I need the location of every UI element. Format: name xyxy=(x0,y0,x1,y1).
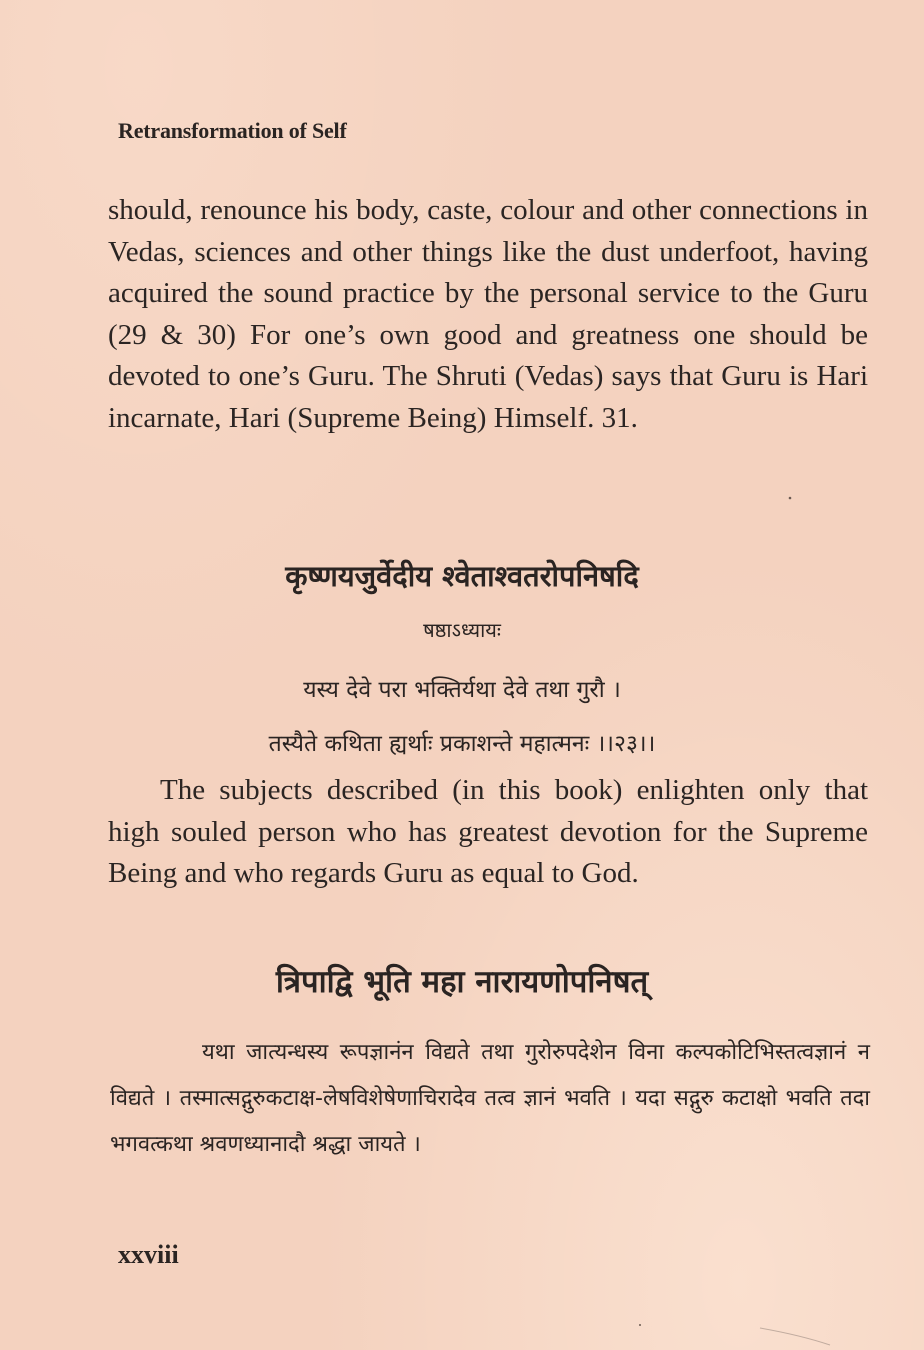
page-number: xxviii xyxy=(118,1240,179,1269)
verse-line-2: तस्यैते कथिता ह्यर्थाः प्रकाशन्ते महात्मनः ।।२३।। xyxy=(268,731,656,757)
english-paragraph-2: The subjects described (in this book) enlighten only that high souled person who has greatest devotion for the Supreme Being and who regards Guru as equal to God. xyxy=(108,774,868,889)
english-paragraph-1: should, renounce his body, caste, colour and other connections in Vedas, sciences and other things like the dust underfoot, having acquired the sound practice by the personal service to the Guru (29 & 30) For one’s own good and greatness one should be devoted to one’s Guru. The Shruti (Vedas) says that Guru is Hari incarnate, Hari (Supreme Being) Himself. 31. xyxy=(108,194,868,434)
section-2-title: त्रिपाद्वि भूति महा नारायणोपनिषत् xyxy=(275,964,649,1000)
section-1-title: कृष्णयजुर्वेदीय श्वेताश्वतरोपनिषदि xyxy=(285,559,639,593)
section-1-subtitle: षष्ठाऽध्यायः xyxy=(423,618,501,642)
verse-line-1: यस्य देवे परा भक्तिर्यथा देवे तथा गुरौ । xyxy=(303,677,621,703)
sanskrit-paragraph: यथा जात्यन्धस्य रूपज्ञानंन विद्यते तथा गुरोरुपदेशेन विना कल्पकोटिभिस्तत्वज्ञानं न विद्यते । तस्मात्सद्गुरुकटाक्ष-लेषविशेषेणाचिरादेव तत्व ज्ञानं भवति । यदा सद्गुरु कटाक्षो भवति तदा भगवत्कथा श्रवणध्यानादौ श्रद्धा जायते । xyxy=(110,1040,870,1157)
running-header: Retransformation of Self xyxy=(118,118,347,143)
